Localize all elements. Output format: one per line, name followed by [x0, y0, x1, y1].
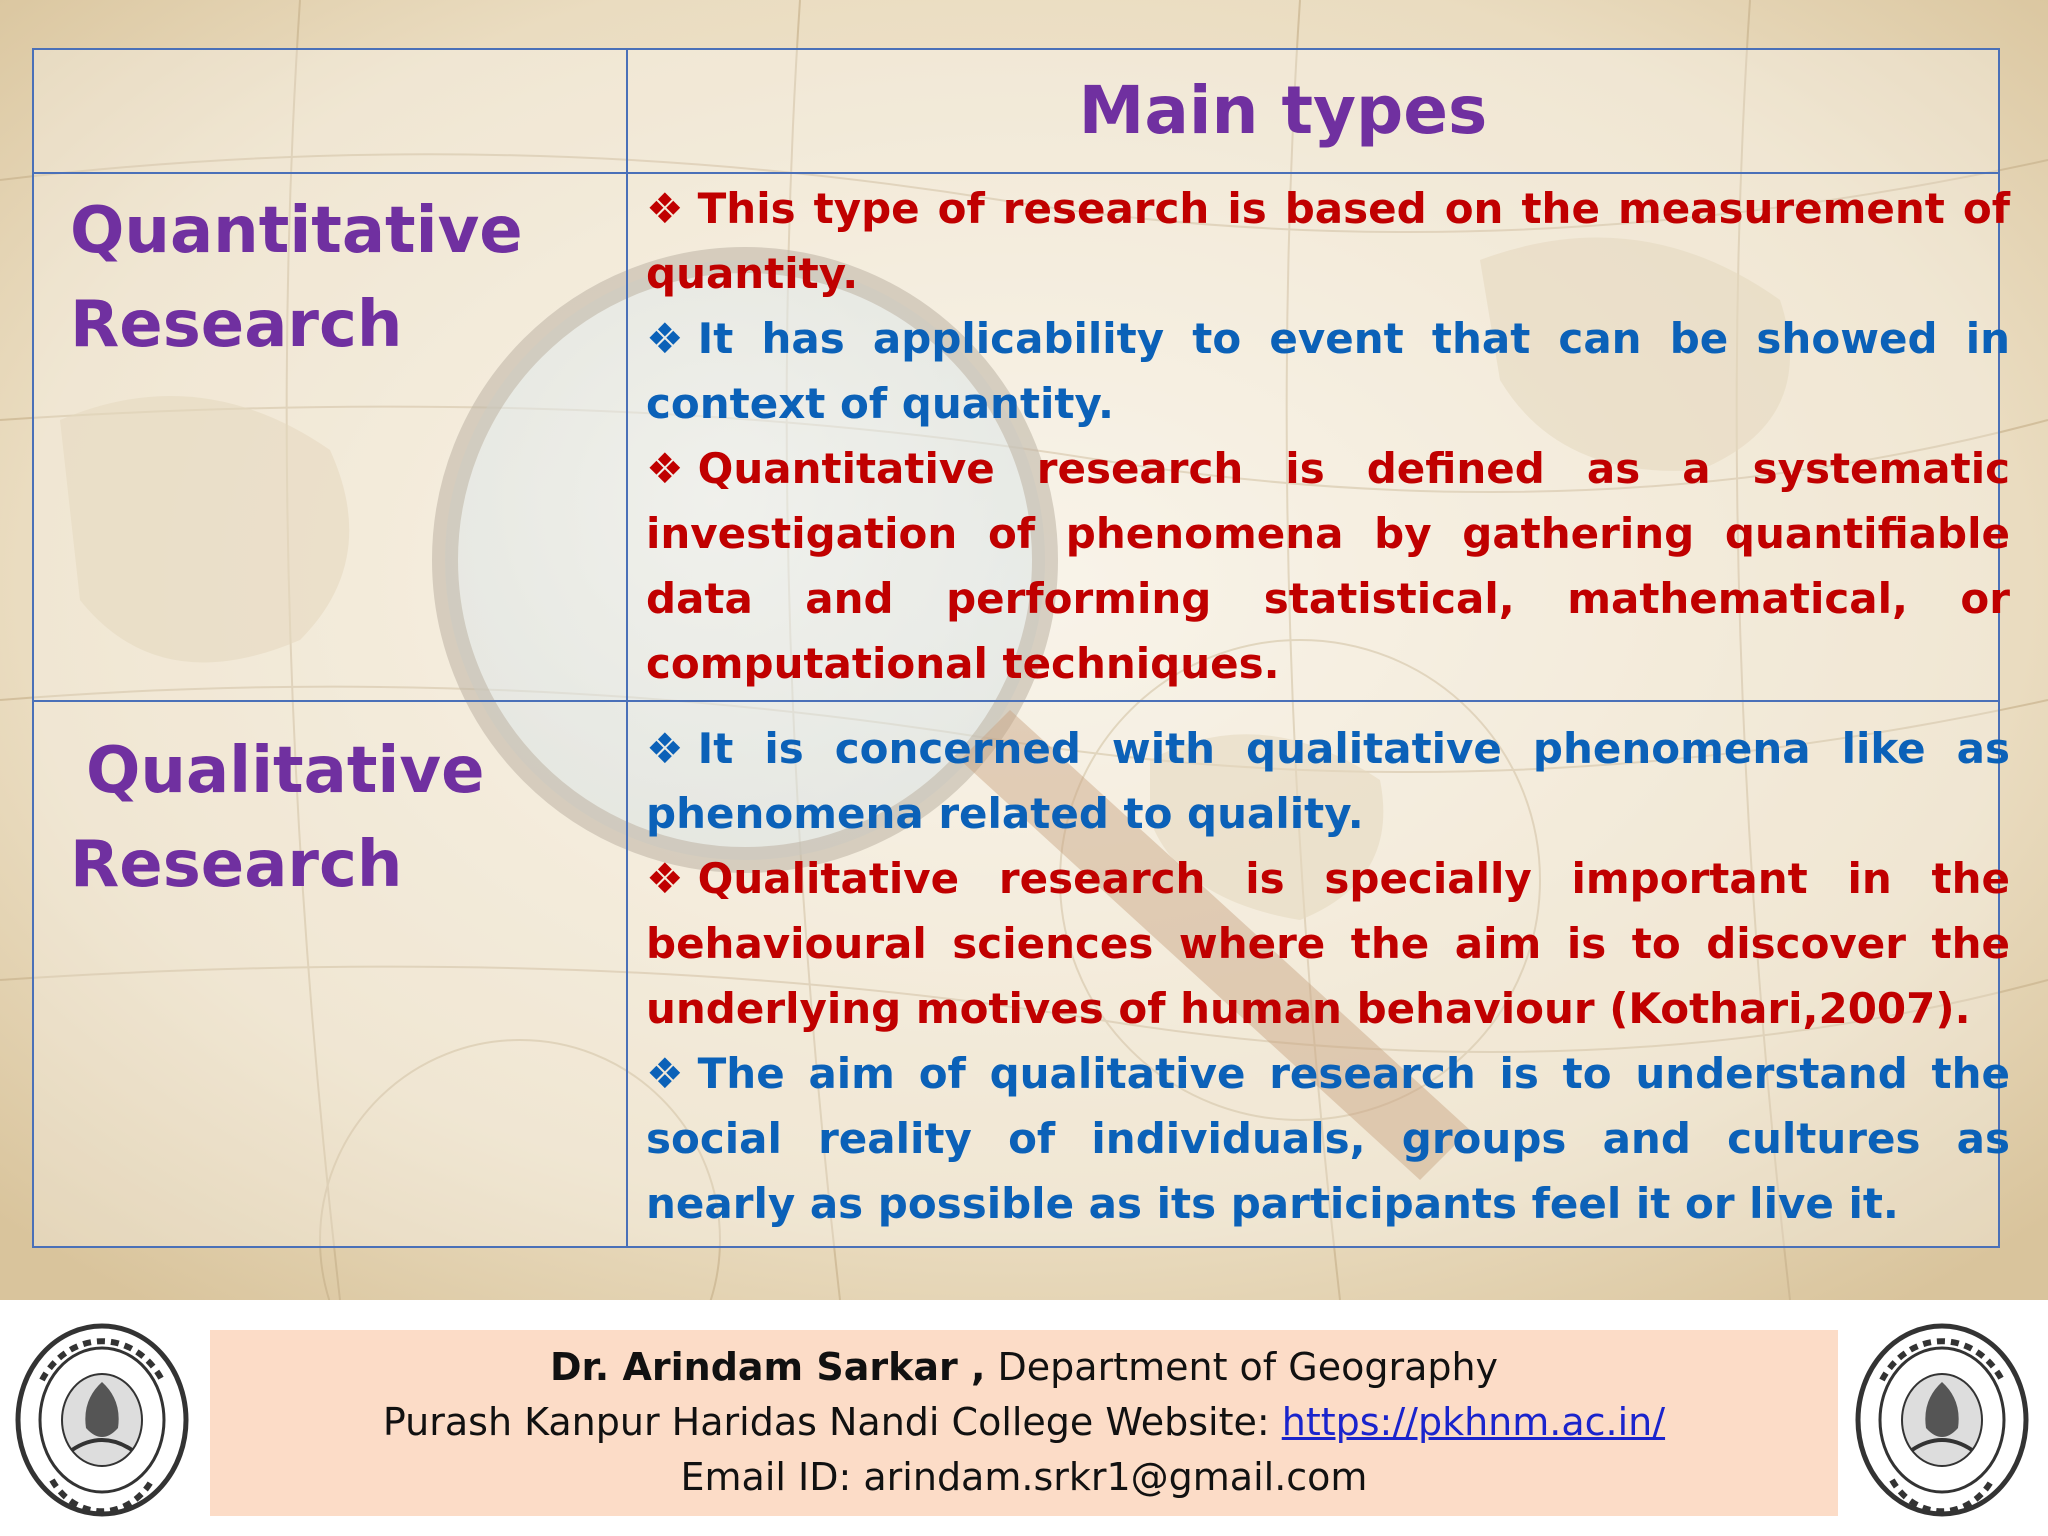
author-line: [210, 1340, 1838, 1395]
row-label-qualitative: [70, 724, 626, 912]
diamond-bullet-icon: ❖: [646, 854, 684, 903]
list-item: ❖ This type of research is based on the measurement of quantity.: [646, 176, 2010, 306]
list-item: ❖ The aim of qualitative research is to understand the social reality of individuals, groups and cultures as nearly as possible as its participants feel it or live it.: [646, 1041, 2010, 1236]
row-label-line2: Research: [70, 828, 403, 902]
department-name: Department of Geography: [985, 1345, 1499, 1389]
list-item: ❖ Qualitative research is specially important in the behavioural sciences where the aim is to discover the underlying motives of human behaviour (Kothari,2007).: [646, 846, 2010, 1041]
college-seal-left-icon: [12, 1320, 192, 1520]
diamond-bullet-icon: ❖: [646, 184, 684, 233]
table-header-title: Main types: [1078, 71, 1488, 149]
list-item: ❖ It has applicability to event that can be showed in context of quantity.: [646, 306, 2010, 436]
types-table: [32, 48, 2010, 1248]
row-description-qualitative: [646, 716, 2010, 1236]
list-item: ❖ Quantitative research is defined as a systematic investigation of phenomena by gathering quantifiable data and performing statistical, mathematical, or computational techniques.: [646, 436, 2010, 696]
email-line: Email ID: arindam.srkr1@gmail.com: [680, 1455, 1368, 1499]
diamond-bullet-icon: ❖: [646, 444, 684, 493]
author-name: Dr. Arindam Sarkar ,: [549, 1345, 986, 1389]
header-divider: [34, 172, 1998, 174]
college-seal-right-icon: [1852, 1320, 2032, 1520]
row-label-line1: Qualitative: [86, 734, 485, 808]
list-item: ❖ It is concerned with qualitative phenomena like as phenomena related to quality.: [646, 716, 2010, 846]
footer: [0, 1300, 2048, 1536]
diamond-bullet-icon: ❖: [646, 314, 684, 363]
website-link[interactable]: https://pkhnm.ac.in/: [1281, 1400, 1666, 1444]
row-label-line2: Research: [70, 288, 403, 362]
row-divider: [34, 700, 1998, 702]
college-line: [210, 1395, 1838, 1450]
column-divider: [626, 50, 628, 1246]
diamond-bullet-icon: ❖: [646, 1049, 684, 1098]
college-name: Purash Kanpur Haridas Nandi College Website:: [382, 1400, 1282, 1444]
row-description-quantitative: [646, 176, 2010, 696]
author-info-box: [210, 1330, 1838, 1516]
row-label-quantitative: [70, 184, 610, 372]
row-label-line1: Quantitative: [70, 194, 523, 268]
diamond-bullet-icon: ❖: [646, 724, 684, 773]
